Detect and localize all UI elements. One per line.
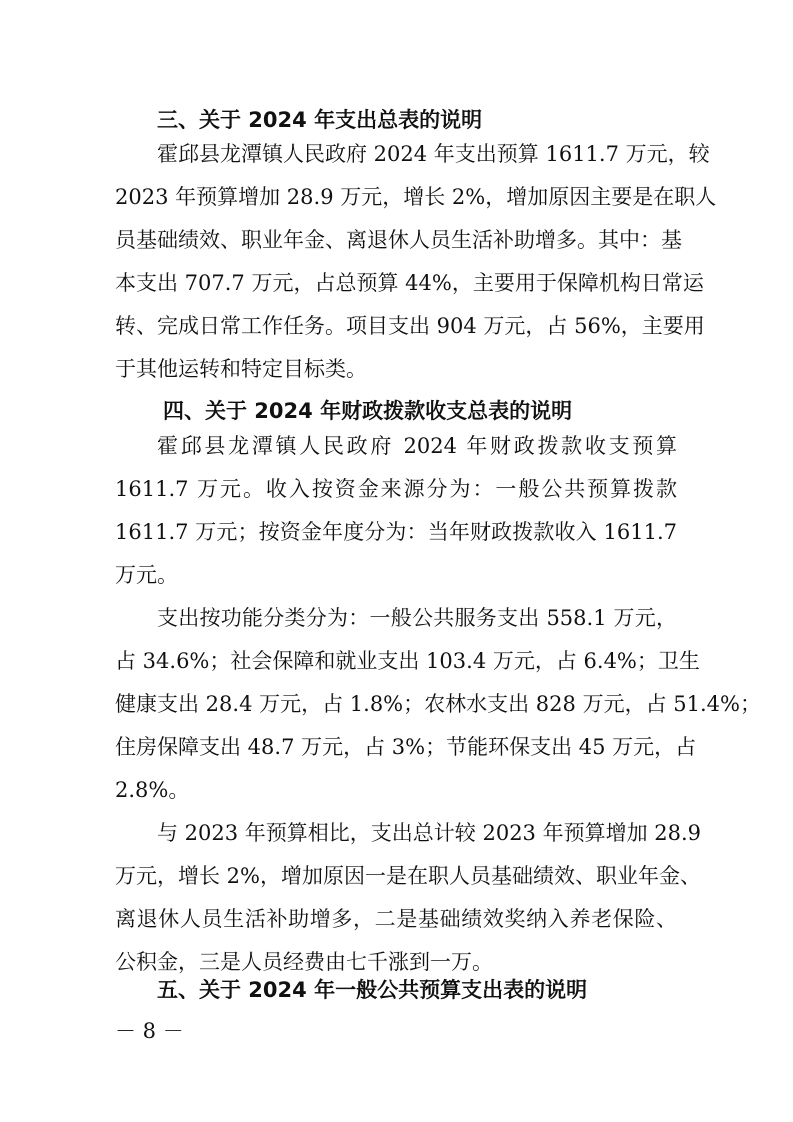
s4-p1-line-4: 万元。 <box>115 563 178 587</box>
s3-line-4: 本支出 707.7 万元，占总预算 44%，主要用于保障机构日常运 <box>115 271 704 295</box>
s4-p2-line-2: 占 34.6%；社会保障和就业支出 103.4 万元，占 6.4%；卫生 <box>115 649 700 673</box>
s4-p3-line-2: 万元，增长 2%，增加原因一是在职人员基础绩效、职业年金、 <box>115 864 701 888</box>
s4-p2-line-3: 健康支出 28.4 万元，占 1.8%；农林水支出 828 万元，占 51.4%； <box>115 692 761 716</box>
s4-p1-line-2: 1611.7 万元。收入按资金来源分为：一般公共预算拨款 <box>115 477 677 501</box>
s4-p3-line-1: 与 2023 年预算相比，支出总计较 2023 年预算增加 28.9 <box>157 821 702 845</box>
s4-p2-line-1: 支出按功能分类分为：一般公共服务支出 558.1 万元， <box>157 606 677 630</box>
s4-p2-line-4: 住房保障支出 48.7 万元，占 3%；节能环保支出 45 万元，占 <box>115 735 697 759</box>
page-number: － 8 － <box>115 1019 184 1043</box>
s4-p1-line-1: 霍邱县龙潭镇人民政府 2024 年财政拨款收支预算 <box>157 434 677 458</box>
s3-line-5: 转、完成日常工作任务。项目支出 904 万元，占 56%，主要用 <box>115 314 705 338</box>
s3-line-3: 员基础绩效、职业年金、离退休人员生活补助增多。其中：基 <box>115 228 682 252</box>
s4-p1-line-3: 1611.7 万元；按资金年度分为：当年财政拨款收入 1611.7 <box>115 520 677 544</box>
section-5-heading: 五、关于 2024 年一般公共预算支出表的说明 <box>157 978 588 1002</box>
s3-line-6: 于其他运转和特定目标类。 <box>115 357 367 381</box>
section-4-heading: 四、关于 2024 年财政拨款收支总表的说明 <box>163 399 573 423</box>
s3-line-2: 2023 年预算增加 28.9 万元，增长 2%，增加原因主要是在职人 <box>115 185 717 209</box>
s3-line-1: 霍邱县龙潭镇人民政府 2024 年支出预算 1611.7 万元，较 <box>157 142 710 166</box>
section-3-heading: 三、关于 2024 年支出总表的说明 <box>157 108 483 132</box>
s4-p3-line-4: 公积金，三是人员经费由七千涨到一万。 <box>115 950 493 974</box>
s4-p3-line-3: 离退休人员生活补助增多，二是基础绩效奖纳入养老保险、 <box>115 907 677 931</box>
s4-p2-line-5: 2.8%。 <box>115 778 190 802</box>
